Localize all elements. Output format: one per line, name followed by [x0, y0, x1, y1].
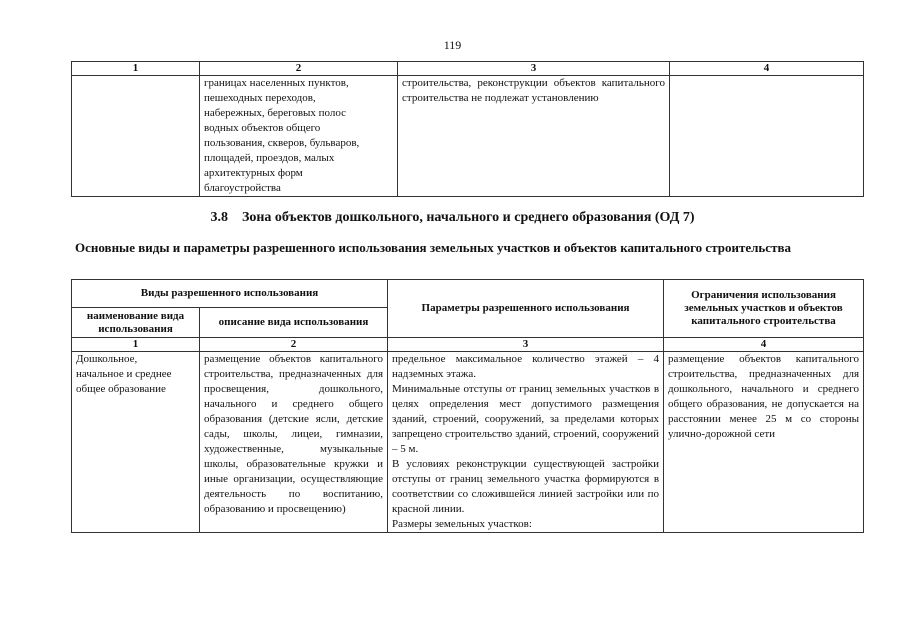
text-line: площадей, проездов, малых — [204, 152, 335, 164]
table-cell-params: строительства, реконструкции объектов капитального строительства не подлежат установлению — [398, 76, 670, 197]
text-line: начальное и среднее — [76, 368, 172, 380]
table-header-row — [72, 280, 864, 308]
col-number-1: 1 — [72, 338, 200, 352]
table-cell-restrictions: размещение объектов капитального строительства, предназначенных для дошкольного, начального и среднего общего образования, не допускается на расстоянии менее 25 м со стороны улично-дорожной сети — [664, 352, 864, 533]
table-header-numbers — [72, 62, 864, 76]
continuation-table — [71, 61, 864, 197]
subheading: Основные виды и параметры разрешенного использования земельных участков и объектов капитального строительства — [75, 240, 791, 255]
table-cell-description: размещение объектов капитального строительства, предназначенных для просвещения, дошкольного, начального и среднего общего образования (детские ясли, детские сады, школы, лицеи, гимназии, художественные, музыкальные школы, образовательные кружки и иные организации, осуществляющие деятельность по воспитанию, образованию и просвещению) — [200, 352, 388, 533]
table-cell-empty — [670, 76, 864, 197]
page-number: 119 — [443, 38, 462, 52]
header-type-name: наименование вида использования — [72, 308, 200, 338]
table-cell-name — [72, 352, 200, 533]
param-paragraph: Минимальные отступы от границ земельных участков в целях определения мест допустимого размещения зданий, строений, сооружений, за пределами которых запрещено строительство зданий, строений, сооружений – 5 м. — [392, 383, 660, 455]
text-line: набережных, береговых полос — [204, 107, 347, 119]
header-type-desc: описание вида использования — [200, 308, 388, 338]
text-line: водных объектов общего — [204, 122, 321, 134]
text-line: Дошкольное, — [76, 353, 138, 365]
table-header-numbers — [72, 338, 864, 352]
header-params: Параметры разрешенного использования — [388, 280, 664, 338]
table-cell-params — [388, 352, 664, 533]
col-number-4: 4 — [670, 62, 864, 76]
param-paragraph: Размеры земельных участков: — [392, 518, 532, 530]
usage-table — [71, 279, 864, 533]
text-line: пользования, скверов, бульваров, — [204, 137, 360, 149]
header-types-group: Виды разрешенного использования — [72, 280, 388, 308]
text-line: пешеходных переходов, — [204, 92, 316, 104]
col-number-2: 2 — [200, 62, 398, 76]
table-row — [72, 352, 864, 533]
text-line: общее образование — [76, 383, 166, 395]
col-number-2: 2 — [200, 338, 388, 352]
text-line: архитектурных форм — [204, 167, 303, 179]
table-cell-zones — [200, 76, 398, 197]
section-number: 3.8 — [210, 210, 228, 225]
col-number-1: 1 — [72, 62, 200, 76]
section-title: Зона объектов дошкольного, начального и среднего образования (ОД 7) — [241, 210, 695, 225]
table-cell-empty — [72, 76, 200, 197]
table-row — [72, 76, 864, 197]
section-heading — [0, 210, 905, 226]
param-paragraph: предельное максимальное количество этажей – 4 надземных этажа. — [392, 353, 660, 380]
param-paragraph: В условиях реконструкции существующей застройки отступы от границ земельного участка формируются в соответствии со сложившейся линией застройки или по красной линии. — [392, 458, 660, 515]
col-number-3: 3 — [398, 62, 670, 76]
col-number-4: 4 — [664, 338, 864, 352]
text-line: границах населенных пунктов, — [204, 77, 349, 89]
header-restrictions: Ограничения использования земельных участков и объектов капитального строительства — [664, 280, 864, 338]
text-line: благоустройства — [204, 182, 281, 194]
col-number-3: 3 — [388, 338, 664, 352]
